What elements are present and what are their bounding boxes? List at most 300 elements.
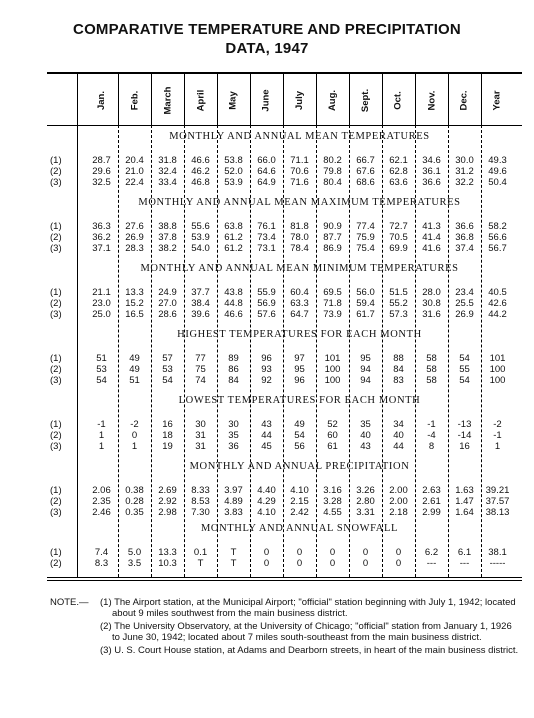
table-cell: 54 xyxy=(459,353,470,364)
table-cell: 78.4 xyxy=(290,243,309,254)
table-cell: 2.00 xyxy=(389,496,408,507)
table-cell: 92 xyxy=(261,375,272,386)
table-cell: 41.3 xyxy=(422,221,441,232)
table-cell: 28.3 xyxy=(125,243,144,254)
table-cell: 84 xyxy=(228,375,239,386)
table-cell: 100 xyxy=(489,364,506,375)
table-cell: 2.69 xyxy=(158,485,177,496)
table-cell: 49 xyxy=(129,364,140,375)
table-cell: 27.0 xyxy=(158,298,177,309)
table-cell: 39.6 xyxy=(191,309,210,320)
section-title: HIGHEST TEMPERATURES FOR EACH MONTH xyxy=(177,329,422,340)
table-cell: 8.3 xyxy=(94,558,109,569)
column-header-feb xyxy=(118,78,151,122)
table-cell: 38.13 xyxy=(485,507,510,518)
table-cell: 37.7 xyxy=(191,287,210,298)
table-cell: 73.1 xyxy=(257,243,276,254)
column-header-june xyxy=(250,78,283,122)
table-cell: 44 xyxy=(261,430,272,441)
table-cell: 2.18 xyxy=(389,507,408,518)
table-cell: 34.6 xyxy=(422,155,441,166)
table-cell: 46.6 xyxy=(191,155,210,166)
table-cell: 0 xyxy=(362,547,369,558)
table-cell: 60.4 xyxy=(290,287,309,298)
table-cell: 30.8 xyxy=(422,298,441,309)
table-cell: 63.8 xyxy=(224,221,243,232)
table-cell: 72.7 xyxy=(389,221,408,232)
table-cell: 74 xyxy=(195,375,206,386)
note-item xyxy=(50,645,520,656)
table-cell: 28.6 xyxy=(158,309,177,320)
table-cell: 0 xyxy=(329,558,336,569)
column-header-dec xyxy=(448,78,481,122)
table-cell: 36.6 xyxy=(455,221,474,232)
table-cell: 2.80 xyxy=(356,496,375,507)
table-cell: 84 xyxy=(393,364,404,375)
row-station-label: (1) xyxy=(50,419,62,430)
table-cell: 70.5 xyxy=(389,232,408,243)
row-station-label: (2) xyxy=(50,496,62,507)
table-cell: 44.2 xyxy=(488,309,507,320)
table-cell: 58 xyxy=(426,364,437,375)
row-station-label: (3) xyxy=(50,243,62,254)
table-cell: 36.2 xyxy=(92,232,111,243)
table-cell: 54.0 xyxy=(191,243,210,254)
table-cell: 95 xyxy=(294,364,305,375)
section-title: MONTHLY AND ANNUAL PRECIPITATION xyxy=(189,461,410,472)
column-header-label: Jan. xyxy=(95,90,107,110)
table-cell: 0 xyxy=(131,430,138,441)
title-line-2: DATA, 1947 xyxy=(225,40,309,57)
table-cell: 6.1 xyxy=(457,547,472,558)
table-cell: 1 xyxy=(98,441,105,452)
table-cell: 7.4 xyxy=(94,547,109,558)
table-cell: 53.9 xyxy=(224,177,243,188)
row-station-label: (1) xyxy=(50,485,62,496)
table-cell: 2.63 xyxy=(422,485,441,496)
table-cell: 8.33 xyxy=(191,485,210,496)
table-cell: 2.15 xyxy=(290,496,309,507)
table-cell: 45 xyxy=(261,441,272,452)
table-cell: 2.42 xyxy=(290,507,309,518)
table-cell: 40 xyxy=(393,430,404,441)
table-cell: 63.6 xyxy=(389,177,408,188)
table-cell: 54 xyxy=(459,375,470,386)
table-cell: 16 xyxy=(459,441,470,452)
table-cell: 1.63 xyxy=(455,485,474,496)
table-cell: 37.8 xyxy=(158,232,177,243)
row-station-label: (3) xyxy=(50,177,62,188)
table-cell: 49 xyxy=(129,353,140,364)
table-cell: 56.0 xyxy=(356,287,375,298)
table-cell: T xyxy=(230,547,237,558)
column-header-nov xyxy=(415,78,448,122)
table-cell: 30 xyxy=(195,419,206,430)
row-station-label: (2) xyxy=(50,298,62,309)
table-cell: 55.9 xyxy=(257,287,276,298)
table-cell: 5.0 xyxy=(127,547,142,558)
table-cell: 36.3 xyxy=(92,221,111,232)
table-cell: 1 xyxy=(98,430,105,441)
table-cell: 58 xyxy=(426,353,437,364)
table-cell: 23.4 xyxy=(455,287,474,298)
table-cell: 76.1 xyxy=(257,221,276,232)
table-cell: 86.9 xyxy=(323,243,342,254)
table-cell: 51 xyxy=(129,375,140,386)
table-cell: 100 xyxy=(324,364,341,375)
table-cell: 25.0 xyxy=(92,309,111,320)
table-cell: 64.6 xyxy=(257,166,276,177)
table-cell: 0 xyxy=(296,547,303,558)
table-cell: 23.0 xyxy=(92,298,111,309)
table-cell: 3.97 xyxy=(224,485,243,496)
table-cell: 61.2 xyxy=(224,232,243,243)
table-cell: 7.30 xyxy=(191,507,210,518)
table-cell: 13.3 xyxy=(125,287,144,298)
table-cell: 69.5 xyxy=(323,287,342,298)
table-cell: 40 xyxy=(360,430,371,441)
table-cell: 44 xyxy=(393,441,404,452)
table-cell: 2.46 xyxy=(92,507,111,518)
table-cell: 46.2 xyxy=(191,166,210,177)
table-cell: 66.7 xyxy=(356,155,375,166)
note-text: (1) The Airport station, at the Municipal Airport; "official" station beginning with July 1, 1942; located about 9 miles southwest from the main business district. xyxy=(100,597,516,620)
table-cell: 31.6 xyxy=(422,309,441,320)
table-cell: 3.26 xyxy=(356,485,375,496)
table-cell: 31.2 xyxy=(455,166,474,177)
table-cell: 18 xyxy=(162,430,173,441)
table-cell: 88 xyxy=(393,353,404,364)
row-station-label: (3) xyxy=(50,441,62,452)
table-bottom-rule-2 xyxy=(47,580,522,581)
table-cell: 2.06 xyxy=(92,485,111,496)
table-cell: 49.6 xyxy=(488,166,507,177)
table-cell: 75.9 xyxy=(356,232,375,243)
section-title: MONTHLY AND ANNUAL MEAN MAXIMUM TEMPERATURES xyxy=(138,197,461,208)
table-cell: 22.4 xyxy=(125,177,144,188)
table-cell: 55 xyxy=(459,364,470,375)
table-cell: 0 xyxy=(263,547,270,558)
table-cell: 25.5 xyxy=(455,298,474,309)
table-cell: 96 xyxy=(261,353,272,364)
table-cell: 80.4 xyxy=(323,177,342,188)
section-title: MONTHLY AND ANNUAL SNOWFALL xyxy=(200,523,399,534)
table-cell: 36.1 xyxy=(422,166,441,177)
row-station-label: (2) xyxy=(50,232,62,243)
table-cell: 61 xyxy=(327,441,338,452)
row-station-label: (3) xyxy=(50,375,62,386)
table-cell: 75.4 xyxy=(356,243,375,254)
column-header-label: Feb. xyxy=(129,90,140,110)
row-station-label: (3) xyxy=(50,507,62,518)
table-cell: 81.8 xyxy=(290,221,309,232)
table-cell: 71.8 xyxy=(323,298,342,309)
table-cell: 21.0 xyxy=(125,166,144,177)
table-cell: 0 xyxy=(296,558,303,569)
note-text: (3) U. S. Court House station, at Adams and Dearborn streets, in heart of the main business district. xyxy=(100,644,519,656)
table-cell: 60 xyxy=(327,430,338,441)
note-lead: NOTE.— xyxy=(50,597,89,608)
column-header-sept xyxy=(349,78,382,122)
table-cell: 38.1 xyxy=(488,547,507,558)
table-cell: 10.3 xyxy=(158,558,177,569)
table-cell: 96 xyxy=(294,375,305,386)
table-cell: -2 xyxy=(130,419,139,430)
table-cell: 0.38 xyxy=(125,485,144,496)
table-cell: 57.6 xyxy=(257,309,276,320)
table-cell: 38.4 xyxy=(191,298,210,309)
table-cell: 43.8 xyxy=(224,287,243,298)
table-cell: 29.6 xyxy=(92,166,111,177)
table-cell: 64.9 xyxy=(257,177,276,188)
table-cell: 100 xyxy=(324,375,341,386)
header-column-divider xyxy=(77,72,78,125)
table-cell: 49.3 xyxy=(488,155,507,166)
note-text: (2) The University Observatory, at the University of Chicago; "official" station from January 1, 1926 to June 30, 1942; located about 7 miles south-southeast from the main business district. xyxy=(100,620,512,644)
row-station-label: (2) xyxy=(50,558,62,569)
note-item xyxy=(50,621,520,644)
row-station-label: (1) xyxy=(50,353,62,364)
table-cell: 0 xyxy=(362,558,369,569)
table-cell: 21.1 xyxy=(92,287,111,298)
table-cell: -4 xyxy=(427,430,436,441)
table-cell: 39.21 xyxy=(485,485,510,496)
table-cell: -14 xyxy=(457,430,472,441)
table-cell: 1 xyxy=(131,441,138,452)
table-cell: 54 xyxy=(162,375,173,386)
table-cell: ----- xyxy=(489,558,506,569)
table-cell: 54 xyxy=(96,375,107,386)
column-header-may xyxy=(217,78,250,122)
table-cell: 93 xyxy=(261,364,272,375)
column-header-jan xyxy=(85,78,118,122)
table-cell: 28.0 xyxy=(422,287,441,298)
table-cell: 70.6 xyxy=(290,166,309,177)
table-cell: 31.8 xyxy=(158,155,177,166)
row-station-label: (1) xyxy=(50,287,62,298)
column-header-label: Nov. xyxy=(425,90,437,110)
table-cell: 94 xyxy=(360,375,371,386)
table-cell: 3.16 xyxy=(323,485,342,496)
table-cell: 44.8 xyxy=(224,298,243,309)
table-cell: 58 xyxy=(426,375,437,386)
table-cell: 56.7 xyxy=(488,243,507,254)
table-bottom-rule xyxy=(47,577,522,578)
table-cell: 3.83 xyxy=(224,507,243,518)
table-cell: 66.0 xyxy=(257,155,276,166)
table-cell: 53.9 xyxy=(191,232,210,243)
table-cell: 28.7 xyxy=(92,155,111,166)
table-cell: 0 xyxy=(263,558,270,569)
table-cell: 57 xyxy=(162,353,173,364)
table-cell: 3.28 xyxy=(323,496,342,507)
table-cell: 43 xyxy=(261,419,272,430)
table-cell: 89 xyxy=(228,353,239,364)
notes-block xyxy=(50,597,520,657)
section-title: MONTHLY AND ANNUAL MEAN TEMPERATURES xyxy=(169,131,430,142)
column-header-label: June xyxy=(261,88,272,112)
table-cell: --- xyxy=(426,558,437,569)
table-cell: 77.4 xyxy=(356,221,375,232)
section-title: MONTHLY AND ANNUAL MEAN MINIMUM TEMPERATURES xyxy=(140,263,459,274)
table-cell: 0 xyxy=(329,547,336,558)
table-cell: 34 xyxy=(393,419,404,430)
table-cell: T xyxy=(230,558,237,569)
table-cell: -1 xyxy=(427,419,436,430)
table-cell: 0.35 xyxy=(125,507,144,518)
table-cell: 32.2 xyxy=(455,177,474,188)
table-cell: 35 xyxy=(360,419,371,430)
table-cell: 61.7 xyxy=(356,309,375,320)
table-cell: 54 xyxy=(294,430,305,441)
table-cell: 87.7 xyxy=(323,232,342,243)
row-station-label: (1) xyxy=(50,155,62,166)
table-cell: 56.6 xyxy=(488,232,507,243)
row-station-label: (2) xyxy=(50,430,62,441)
table-cell: 83 xyxy=(393,375,404,386)
table-cell: 51.5 xyxy=(389,287,408,298)
table-cell: 16 xyxy=(162,419,173,430)
table-cell: 37.57 xyxy=(485,496,510,507)
table-cell: 59.4 xyxy=(356,298,375,309)
table-cell: 38.2 xyxy=(158,243,177,254)
column-header-july xyxy=(283,78,316,122)
table-cell: 46.8 xyxy=(191,177,210,188)
table-cell: 95 xyxy=(360,353,371,364)
table-cell: 62.1 xyxy=(389,155,408,166)
column-header-label: July xyxy=(293,90,305,110)
table-cell: 2.61 xyxy=(422,496,441,507)
table-cell: 3.5 xyxy=(127,558,142,569)
row-station-label: (1) xyxy=(50,547,62,558)
table-cell: 27.6 xyxy=(125,221,144,232)
table-cell: 33.4 xyxy=(158,177,177,188)
table-cell: 41.4 xyxy=(422,232,441,243)
table-cell: 4.40 xyxy=(257,485,276,496)
table-cell: 37.4 xyxy=(455,243,474,254)
column-header-year xyxy=(481,78,514,122)
table-cell: 75 xyxy=(195,364,206,375)
title-line-1: COMPARATIVE TEMPERATURE AND PRECIPITATION xyxy=(73,21,461,38)
table-cell: 1.64 xyxy=(455,507,474,518)
table-cell: 3.31 xyxy=(356,507,375,518)
table-cell: 64.7 xyxy=(290,309,309,320)
table-cell: 36.6 xyxy=(422,177,441,188)
table-cell: 4.89 xyxy=(224,496,243,507)
column-header-label: Oct. xyxy=(392,90,404,110)
table-cell: 36.8 xyxy=(455,232,474,243)
table-cell: 46.6 xyxy=(224,309,243,320)
column-header-aug xyxy=(316,78,349,122)
column-header-label: Aug. xyxy=(326,89,338,111)
column-header-label: Year xyxy=(491,89,503,111)
table-cell: 67.6 xyxy=(356,166,375,177)
table-cell: 26.9 xyxy=(455,309,474,320)
document-title xyxy=(0,20,534,58)
table-cell: 16.5 xyxy=(125,309,144,320)
table-cell: 73.9 xyxy=(323,309,342,320)
row-station-label: (3) xyxy=(50,309,62,320)
table-cell: 20.4 xyxy=(125,155,144,166)
table-cell: 15.2 xyxy=(125,298,144,309)
table-cell: 51 xyxy=(96,353,107,364)
table-cell: 55.2 xyxy=(389,298,408,309)
table-cell: --- xyxy=(459,558,470,569)
table-cell: 31 xyxy=(195,430,206,441)
table-cell: 37.1 xyxy=(92,243,111,254)
column-header-march xyxy=(151,78,184,122)
table-cell: 56 xyxy=(294,441,305,452)
table-cell: 101 xyxy=(324,353,341,364)
table-cell: 58.2 xyxy=(488,221,507,232)
table-cell: 6.2 xyxy=(424,547,439,558)
table-cell: 2.92 xyxy=(158,496,177,507)
table-cell: 55.6 xyxy=(191,221,210,232)
table-cell: 62.8 xyxy=(389,166,408,177)
table-cell: 4.55 xyxy=(323,507,342,518)
table-cell: 78.0 xyxy=(290,232,309,243)
table-cell: T xyxy=(197,558,204,569)
table-cell: 0 xyxy=(395,547,402,558)
table-cell: 32.5 xyxy=(92,177,111,188)
table-cell: 90.9 xyxy=(323,221,342,232)
table-cell: -13 xyxy=(457,419,472,430)
table-cell: 77 xyxy=(195,353,206,364)
table-cell: 40.5 xyxy=(488,287,507,298)
table-cell: 35 xyxy=(228,430,239,441)
table-cell: 0 xyxy=(395,558,402,569)
column-header-label: Sept. xyxy=(359,88,371,112)
table-cell: 2.00 xyxy=(389,485,408,496)
table-cell: 31 xyxy=(195,441,206,452)
table-cell: 24.9 xyxy=(158,287,177,298)
table-cell: 71.6 xyxy=(290,177,309,188)
table-cell: 4.10 xyxy=(257,507,276,518)
table-cell: 0.28 xyxy=(125,496,144,507)
table-cell: 1.47 xyxy=(455,496,474,507)
table-cell: 38.8 xyxy=(158,221,177,232)
table-cell: 86 xyxy=(228,364,239,375)
table-cell: 71.1 xyxy=(290,155,309,166)
table-cell: 42.6 xyxy=(488,298,507,309)
table-cell: 52.0 xyxy=(224,166,243,177)
row-station-label: (1) xyxy=(50,221,62,232)
table-cell: 63.3 xyxy=(290,298,309,309)
table-cell: 13.3 xyxy=(158,547,177,558)
table-cell: 57.3 xyxy=(389,309,408,320)
table-cell: -1 xyxy=(493,430,502,441)
table-cell: 4.10 xyxy=(290,485,309,496)
section-title: LOWEST TEMPERATURES FOR EACH MONTH xyxy=(178,395,421,406)
table-cell: 2.99 xyxy=(422,507,441,518)
table-cell: 53 xyxy=(162,364,173,375)
table-cell: 80.2 xyxy=(323,155,342,166)
table-cell: 1 xyxy=(494,441,501,452)
column-header-label: March xyxy=(161,86,173,114)
row-station-label: (2) xyxy=(50,364,62,375)
column-header-label: May xyxy=(227,90,239,110)
table-cell: 69.9 xyxy=(389,243,408,254)
table-cell: 56.9 xyxy=(257,298,276,309)
row-station-label: (2) xyxy=(50,166,62,177)
table-cell: 53 xyxy=(96,364,107,375)
table-cell: -1 xyxy=(97,419,106,430)
table-cell: 53.8 xyxy=(224,155,243,166)
column-header-april xyxy=(184,78,217,122)
table-cell: 43 xyxy=(360,441,371,452)
table-cell: 50.4 xyxy=(488,177,507,188)
body-column-divider xyxy=(77,125,78,577)
